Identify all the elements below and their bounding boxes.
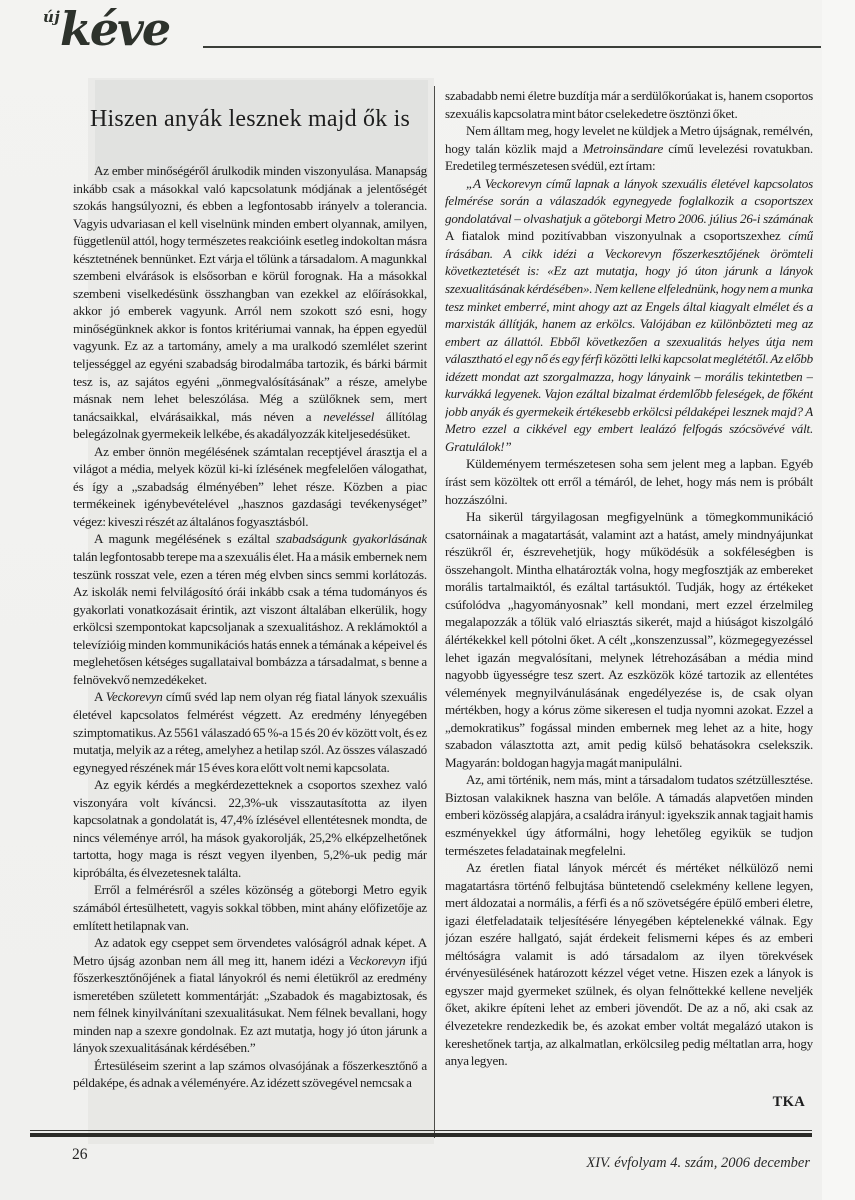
paragraph-text: Az ember minőségéről árulkodik minden viszonyulása. Manapság inkább csak a másokkal való kapcsolatunk módjának a jelentőségét szokás hangsúlyozni, és ebben a legfontosabb irányelv a tolerancia. Vagyis udvariasan el kell viselnünk minden embert olyannak, amilyen, függetlenül attól, hogy természetes reakcióink esetleg indokoltan másra késztetnének bennünket. Ezt várja el tőlünk a társadalom. A magunkkal szembeni elvárások is elsősorban e körül forognak. Ha a másokkal szembeni viselkedésünk összhangban van ezekkel az előírásokkal, akkor jó emberek vagyunk. Arról nem szokott szó esni, hogy minőségünknek akkor is fontos kritériumai vannak, ha éppen egyedül vagyunk. Ez az a tartomány, amely a ma uralkodó szemlélet szerint teljességgel az egyéni szabadság birodalmába tartozik, és bárki bármit tesz is, az sajátos egyéni „önmegvalósításának” a része, amelybe másnak nem lehet beleszólása. Még a szülőknek sem, mert tanácsaikkal, elvárásaikkal, más néven a — [73, 163, 427, 424]
article-paragraph — [73, 1057, 427, 1092]
paragraph-text: Ha sikerül tárgyilagosan megfigyelnünk a tömegkommunikáció csatornáinak a magatartását, valamint azt a hatást, amely mindnyájunkat részükről ér, észrevehetjük, hogy működésük a sokféleségben is összehangolt. Mintha elhatározták volna, hogy megfosztják az embereket morális tartalmaiktól, és ezáltal tartásuktól. Tudják, hogy az értékeket csúfolódva „hagyományosnak” kell mondani, mert ezzel érzelmileg megalapozzák a tőlük való elriasztás sikerét, majd a hiúságot kiszolgáló álértékekkel kell pótolni őket. A célt „konszenzussal”, közmegegyezéssel lehet igazán megvalósítani, melynek létrehozásában a média mind nagyobb ügyességre tesz szert. Az eszközök közé tartozik az ellentétes vélemények megnyilvánulásának engedélyezése is, de csak olyan mértékben, hogy a kórus zöme sikeresen el tudja nyomni azokat. Ezzel a „demokratikus” fogással minden embernek meg lehet az a hite, hogy szabadon választotta azt, amit pedig külső behatásokra cselekszik. Magyarán: boldogan hagyja magát manipulálni. — [445, 509, 813, 770]
article-paragraph — [445, 122, 813, 175]
article-right-column — [445, 87, 813, 1089]
paragraph-text: Az egyik kérdés a megkérdezetteknek a csoportos szexhez való viszonyára volt kíváncsi. 22,3%-uk visszautasította az ilyen kapcsolatnak a gondolatát is, 47,4% ízlésével ellentétesnek mondta, de nincs véleménye arról, ha mások gyakorolják, 25,2% elképzelhetőnek tartotta, hogy maga is részt vegyen ilyenben, 5,2%-uk pedig már kipróbálta, és élvezetesnek találta. — [73, 777, 427, 880]
article-paragraph — [445, 175, 813, 456]
article-paragraph — [445, 771, 813, 859]
paragraph-text: Nem álltam meg, hogy levelet ne küldjek a Metro újságnak, remélvén, hogy talán közlik majd a — [445, 123, 813, 156]
article-paragraph — [73, 776, 427, 881]
paragraph-text: Értesüléseim szerint a lap számos olvasójának a főszerkesztőnő a példaképe, és adnak a véleményére. Az idézett szövegével nemcsak a — [73, 1057, 427, 1091]
paragraph-text: Az éretlen fiatal lányok mércét és mértéket nélkülöző nemi magatartásra történő felbujtása büntetendő cselekmény kellene legyen, mert áldozatai a normális, a férfi és a nő szövetségére épülő emberi életre, igazi életfeladataik teljesítésére lényegében képtelenekké válnak. Egy józan eszére hallgató, saját érdekeit felismerni képes és az emberi méltóságra valamit is adó társadalom az ilyen törekvések érvényesülésének határozott kézzel véget vetne. Hiszen ezek a lányok is egyszer majd gyermeket szülnek, és olyan felnőttekké kellene neveljék őket, akikre építeni lehet az emberi jövendőt. De az a nő, aki csak az élvezetekre rendezkedik be, és azokat ember voltát megalázó utakon is kereshetőnek tartja, az alkalmatlan, erkölcsileg pedig méltatlan arra, hogy anya legyen. — [445, 860, 813, 1069]
paragraph-text: talán legfontosabb terepe ma a szexuális élet. Ha a másik embernek nem teszünk rosszat vele, ezen a téren még elvben sincs semmi korlátozás. Az iskolák nemi felvilágosító órái inkább csak a téma tudományos és gyakorlati vonatkozásait érintik, azt viszont általában elkerülik, hogy erkölcsi szempontokat kapcsoljanak a szexualitáshoz. A reklámoktól a televízióig minden kommunikációs hatás ennek a témának a képeivel és meglehetősen kétséges sugallataival bombázza a társadalmat, s benne a felnövekvő nemzedékeket. — [73, 549, 427, 687]
article-title: Hiszen anyák lesznek majd ők is — [89, 106, 411, 133]
paragraph-text: című svéd lap nem olyan rég fiatal lányok szexuális életével kapcsolatos felmérést végzett. Az eredmény lényegében szimptomatikus. Az 5561 válaszadó 65 %-a 15 és 20 év között volt, és ez mutatja, melyik az a réteg, amelyhez a hetilap szól. Az összes válaszadó egynegyed részének már 15 éves kora előtt volt nemi kapcsolata. — [73, 689, 427, 775]
masthead-logo-prefix: új — [43, 8, 61, 26]
article-paragraph — [73, 688, 427, 776]
paragraph-text: szabadabb nemi életre buzdítja már a serdülőkorúakat is, hanem csoportos szexuális kapcsolatra mint bátor cselekedetre ösztönzi őket. — [445, 88, 813, 121]
paragraph-text: A — [94, 689, 106, 705]
paragraph-text: „A Veckorevyn című lapnak a lányok szexuális életével kapcsolatos felmérése során a válaszadók egynegyede foglalkozik a csoportszex gondolatával – olvashatjuk a göteborgi Metro 2006. július 26-i számának — [445, 175, 813, 226]
paragraph-text: A magunk megélésének s ezáltal — [94, 531, 276, 547]
masthead-rule — [203, 46, 821, 48]
masthead-logo: kéve — [60, 2, 170, 56]
paragraph-text: című írásában. A cikk idézi a Veckorevyn főszerkesztőjének örömteli következtetését is: «Ez azt mutatja, hogy jó úton járunk a lányok szexualitásának kérdésében». Nem kellene elfelednünk, hogy nem a munka tesz minket emberré, mint ahogy azt az Engels által kiagyalt elmélet és a marxisták állítják, hanem az erkölcs. Valójában ez különbözteti meg az embert az állattól. Ebből következően a szexualitás helyes útja nem választható el egy nő és egy férfi közötti lelki kapcsolat meglététől. Az előbb idézett mondat azt szorgalmazza, hogy lányaink – morális tekintetben – kurvákká legyenek. Vajon ezáltal bizalmat érdemlőbb feleségek, de főként jobb anyák és gyermekeik értékesebb erkölcsi példaképei lesznek majd? A Metro ezzel a cikkével egy embert lealázó felfogás szócsövévé vált. Gratulálok!” — [445, 228, 813, 454]
article-paragraph — [73, 934, 427, 1057]
paragraph-text: neveléssel — [323, 408, 375, 424]
paragraph-text: Az, ami történik, nem más, mint a társadalom tudatos szétzüllesztése. Biztosan valakiknek haszna van belőle. A támadás alapvetően minden emberi közösség alapjára, a családra irányul: igyekszik annak tagjait hamis eszményekkel úgy átformálni, hogy lehetőleg egyikük se tudjon természetes feladatainak megfelelni. — [445, 772, 813, 858]
article-paragraph — [73, 162, 427, 443]
article-paragraph — [445, 455, 813, 508]
paragraph-text: Erről a felmérésről a széles közönség a göteborgi Metro egyik számából értesülhetett, vagyis sokkal többen, mint ahány előfizetője az említett hetilapnak van. — [73, 882, 427, 933]
paragraph-text: Veckorevyn — [105, 689, 163, 705]
page-number: 26 — [72, 1146, 88, 1163]
paragraph-text: Az adatok egy cseppet sem örvendetes valóságról adnak képet. A Metro újság azonban nem áll meg itt, hanem idézi a — [73, 935, 427, 968]
paragraph-text: A fiatalok mind pozitívabban viszonyulnak a csoportszexhez — [445, 228, 781, 244]
article-left-column — [73, 162, 427, 1134]
article-paragraph — [73, 443, 427, 531]
article-paragraph — [73, 530, 427, 688]
masthead — [0, 0, 855, 80]
column-divider — [434, 86, 435, 1138]
issue-info: XIV. évfolyam 4. szám, 2006 december — [586, 1155, 810, 1171]
paragraph-text: szabadságunk gyakorlásának — [275, 531, 427, 547]
paragraph-text: című levelezési rovatukban. Eredetileg természetesen svédül, ezt írtam: — [445, 140, 813, 174]
article-paragraph — [445, 859, 813, 1070]
paragraph-text: Küldeményem természetesen soha sem jelent meg a lapban. Egyéb írást sem közöltek ott erről a témáról, de lehet, hogy más nem is próbált hozzászólni. — [445, 456, 813, 507]
article-paragraph — [445, 87, 813, 122]
author-signature: TKA — [772, 1094, 805, 1110]
paragraph-text: állítólag belegázolnak gyermekeik lelkébe, és akadályozzák kiteljesedésüket. — [73, 408, 427, 442]
paragraph-text: Az ember önnön megélésének számtalan receptjével árasztja el a világot a média, melyek közül ki-ki ízlésének megfelelően válogathat, és így a „szabadság élményében” lehet része. Közben a piac termékeinek igénybevételével „hasznos gazdasági tevékenységet” végez: kiveszi részét az általános fogyasztásból. — [73, 443, 427, 529]
footer-rule — [30, 1130, 812, 1137]
paragraph-text: ifjú főszerkesztőnőjének a fiatal lányokról és nemi életükről az eredmény ismeretében született kommentárját: „Szabadok és magabiztosak, és nem félnek kinyilvánítani szexualitásukat. Nem félnek bevallani, hogy minden nap a szexre gondolnak. Ez azt mutatja, hogy jó úton járunk a lányok szexualitásának kérdésében.” — [73, 952, 427, 1056]
article-paragraph — [445, 508, 813, 771]
paragraph-text: Metroinsändare — [582, 140, 664, 156]
article-paragraph — [73, 881, 427, 934]
paragraph-text: Veckorevyn — [348, 952, 406, 968]
scan-margin — [822, 0, 855, 1200]
